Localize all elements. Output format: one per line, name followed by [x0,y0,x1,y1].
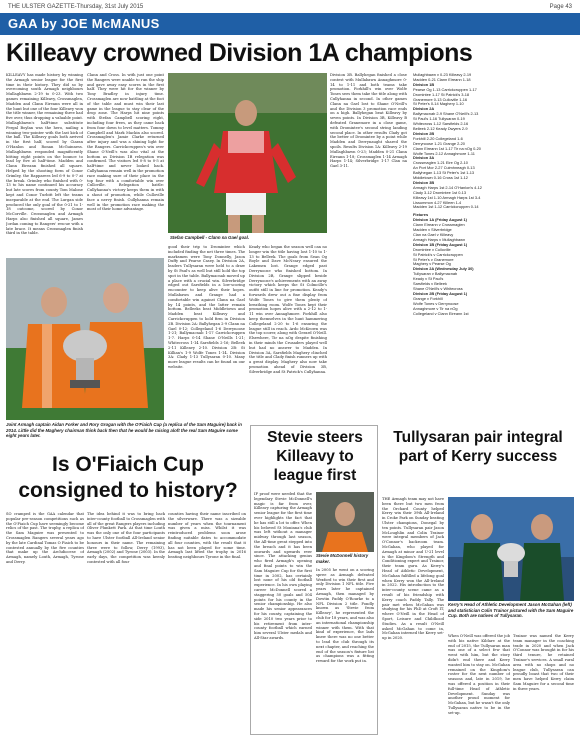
results-line: Ballyhegan 1-13 St Peter's 1st 1-13 [413,170,475,176]
results-line: Armagh Harps 1st 2-14 O'Hanlon's 4-12 [413,184,482,190]
results-line: Dromintee v Culloville [413,246,451,252]
results-line: Forkhill 2-20 Collegeland 1-6 [413,135,463,141]
results-line: Lissummon 4-27 Killeen 1-4 [413,199,462,205]
main-story-col-1: KILLEAVY has made history by winning the Armagh senior league for the first time in their history. They did so by overcoming south Armagh neighbours Mullaghbawn 2-19 to 0-23. With two games remaining Killeavy, Crossmaglen, Madden and Clann Eireann were all in the hunt but one of the four Killeavy won the title winner, the remaining three had five over, thus dropping a valuable point. Mullaghbawn's half-time substitute Fergal Boylan was the hero, nailing a winning two-pointer with the last kick of the ball. The Killeavy goals both arrived in the first half, scored by Ciaran O'Hanlon and Ronan McGuinness. Mullaghbawn responded magnificently hitting eight points on the bounce to lead by five at half-time. Madden and Clann Eireann finished all square. Helped by the shooting form of Conor Grimley, the Rapparees led 6-9 to 0-7 at the break. Grimley who finished with 0-13 to his name continued his accuracy but late scores from county Tom Malone kept and Conor Turbitt left the teams inseparable at the end. The Lurgan side produced the only goal of the 0-21 to 1-18 outcome, scored by Conor McCorville. Crossmaglen and Armagh Harps also finished all square, James Jordan coming to Rangers' rescue with a late brace. It means Crossmaglen finish third in the table. [6,73,83,236]
results-line: Belleek 2-12 Keady Dwyers 2-9 [413,125,468,131]
results-line: Madden 1st 1-12 Carrickcruppen 0-14 [413,204,479,210]
results-column [413,73,573,423]
results-line: Armagh Harps v Mullaghbawn [413,236,466,242]
results-line: Clady 3-12 Dromintee 1st 0-13 [413,189,466,195]
results-line: Crossmaglen 1-21 Eire Og 2-10 [413,160,468,166]
section-banner [0,13,580,35]
stevie-headline: Stevie steers Killeavy to league first [267,429,363,484]
tullysaran-photo [448,497,574,601]
page-number: Page 43 [549,4,572,10]
results-line: Dromintee 1-17 St Patrick's 3-18 [413,91,470,97]
stevie-photo [316,492,374,552]
results-line: Shane O'Neill's v Whitecross [413,285,463,291]
masthead [8,2,572,12]
tullysaran-col-3: Trainor was named the Kerry team manager in the coaching trade in 2020 and when Jack O'Connor was brought in for his third tenure, he retained Trainor's services. A small rural area with no shops and no league club, Tullysaran can proudly boast that two of their men have helped Kerry claim Sam Maguire for a second time in three years. [513,634,574,691]
section-title: GAA by JOE McMANUS [8,16,160,31]
results-heading: Division 1B [413,81,435,87]
main-headline: Killeavy crowned Division 1A champions [6,39,473,67]
stevie-photo-caption: Stevie McDonnell history maker. [316,553,369,564]
player-photo [168,73,327,233]
results-line: Madden 0-21 Clann Eireann 1-18 [413,76,471,82]
main-story-col-4: Keady who began the season well can no longer win the title having lost 1-10 to 1-13 to Belleek. The goals from Sean Og Boyle and Dave McNeary ensured the Lakemen lost. Grange edged past Derrynoose who finished bottom. In Division 2B, Grange slipped beside Derrynoose's achievements with an away victory which keeps the St Colmcille's outfit still in line for promotion. Keady's forwards drew out a fine display from Wolfe Tones to give them plenty of breathing room. Wolfe Tones kept their promotion hopes alive with a 2-12 to 1-11 win over Annaghmore. Forkhill also keep themselves in the hunt hammering Collegeland 2-20 to 1-6 ensuring the league still in reach. Ardo McKeown was the top scorer, along with Gerard O'Neill. Elsewhere, Tir na nOg despite finishing in their minds the Crusaders played well but had no answer to Madden. In Division 3A, Sarsfields Maghery clinched the title and Clady finish runners up with a great display. Maghery also now take promotion ahead of Division 3B, Silverbridge and St Patrick's Cullyhanna. [249,245,327,374]
stevie-photo-graphic [316,492,374,552]
team-photo-caption: Joint Armagh captain Aidan Forker and Rory Grogan with the O'Fiaich Cup (a replica of the Sam Maguire) back in 2014. Little did the Maghery chairman think back then that he would be raising aloft the real Sam Maguire some eight years later. [6,422,242,439]
results-line: Wolfe Tones 2-12 Annaghmore 1-11 [413,150,475,156]
cup-photo-graphic [448,497,574,601]
results-line: Derrynoose 1-21 Grange 2-20 [413,140,465,146]
ofiaich-col-2: The idea behind it was to bring back inter-county football to Crossmaglen with all of the great Rangers players including Oliver Plunkett Park. At that time Louth was the only one of the four participants to have Ulster football All-Ireland senior honours in their name. The remaining three were to follow, Derry (1993), Armagh (2002) and Tyrone (2003). In the early days, the competition was keenly contested with all four [87,512,165,564]
results-line: Annaghmore v Tir na nOg [413,305,458,311]
player-photo-graphic [168,73,327,233]
main-story-col-2: Clann and Cross. In with just one point the Rangers were unable to run the ship and gave away easy scores in the first half. They were hit for the winner by Tony Bradley in injury time. Crossmaglen are now battling at the foot of the table and must win their last game in the league to stay clear of the drop zone. The Harps hit nine points with Stefan Campbell scoring eight, including four frees, as they came back from four down to level matters. Tommy Campbell and Mark Mackin also scored. Crossmaglen's Jamie Clarke returned after injury and was a shining light for the Rangers. Carrickcruppen's win over Shane O'Neill's was also vital at the bottom as Division 1B relegation was confirmed. The visitors led 0-8 to 0-5 at half-time and never looked back. Callyhanna remain well in the promotion race making sure of their place in the top four with a comfortable win over Culloville. Relegation battle: Cullyhanna's victory keeps them in with a shout of promotion, while Culloville face a nervy finish. Cullyhanna remain well in the promotion race making the most of their home advantage. [87,73,164,212]
results-line: Collegeland v Clann Eireann 1st [413,310,469,316]
fixtures-heading: Fixtures [413,212,429,218]
results-heading: Division 2A [413,106,435,112]
ofiaich-col-1: SO cramped is the GAA calendar that popular pre-season competitions such as the O'Fiaich Cup have seemingly become relics of the past. The trophy, a replica of the Sam Maguire was presented to Crossmaglen Rangers several years ago by the late Cardinal Tomas O Fiaich to be contested annually by the five counties that make up the Archdiocese of Armagh, namely Louth, Armagh, Tyrone and Derry. [6,512,84,564]
stevie-col-1: IF proof were needed that the legendary Stevie McDonnell's magic is far from over, Killeavy capturing the Armagh senior league for the first time ever highlights the fact that he has still a lot to offer. When his beloved St Moninna's club was left without a manager midway through last season, the All-time great stepped into the breach and it has been onwards and upwards ever since. The attacking genius who fired Armagh's opening and final points to win the Sam Maguire Cup for the first time in 2002, has certainly lost none of his old football experience. In his own playing career McDonnell scored a staggering 50 goals and 504 points for his county in the senior championship. He also made his senior appearances for his county, captaining the side 2010 two years prior to his retirement from inter-county football which earned him several Ulster medals and All-Star awards. [254,492,312,640]
results-line: Mullaghbawn v 0-23 Killeavy 2-19 [413,73,472,77]
results-line: An Port Mor 2-27 Cuimhneagh 0-13 [413,165,475,171]
results-heading: Division 1B (Friday August 1) [413,241,468,247]
results-line: Grange v Forkhill [413,295,443,301]
results-line: Middletown 0-16 Cross 1st 1-12 [413,175,468,181]
results-line: Madden v Silverbridge [413,227,452,233]
results-heading: Division 2A (Wednesday July 30) [413,266,474,272]
player-photo-caption: Stefan Campbell - Clann na Gael goal. [170,235,250,240]
main-story-col-4b: Division 3B. Ballyhegan finished a close contest with Mullabawn Annaghmore 0-14 to 1-11 and both teams take promotion. Forkhill's win over Wolfe Tones sees them take the title along with Cullyhanna in second. In other games Clann na Gael lost to Shane O'Neill's and the Division 3 promotion race ends on a high. Ballyhegan beat Killeavy by seven points. In Division 3B, Killeavy B defeated Granemore in a close game, with Dromintee's second string landing second place. In other results Clady got the better of Dromintee by a point while Madden and Derrynaught shared the spoils. Results Division 1A: Killeavy 2-19 Mullaghbawn 0-23; Madden 0-21 Clann Eireann 1-18; Crossmaglen 1-14 Armagh Harps 1-14; Silverbridge 1-17 Clan na Gael 3-11. [330,73,407,169]
masthead-date: THE ULSTER GAZETTE-Thursday, 31st July 2015 [8,4,144,10]
ofiaich-col-3: counties having their name inscribed on the silverware. There was a sizeable number of years when the tournament was given a miss. Whilst it was reintroduced problems soon arose finding suitable dates to accommodate all four counties, with the result that it has not been played for some time. Armagh last lifted the trophy in 2016 beating neighbours Tyrone in the final. [168,512,246,560]
tullysaran-col-2: When O'Neill was offered the job with his native Kildare at the end of 2015, the Tullysaran man was one of a select few that went with him, but the story didn't end there and Kerry wanted him to stay on. McGahan remained on the Kingdom's roster for the next number of seasons and, late in 2019, he was offered a position in their full-time Head of Athletic Development. Sunday was another proud moment for McGahan, but he wasn't the only Tullysaran native to be in the set-up. [448,634,510,715]
results-heading: Division 3B [413,179,435,185]
results-heading: Division 1A (Friday August 1) [413,217,467,223]
results-line: Granemore 0-13 Culloville 1-16 [413,96,468,102]
tullysaran-photo-caption: Kerry's Head of Athletic Development Jason McGahan (left) and statistician Colin Trainor pictured with the Sam Maguire Cup. Both are natives of Tullysaran. [448,602,574,619]
results-line: Clan na Gael v Killeavy [413,232,454,237]
results-line: Keady v St Paul's [413,276,444,282]
results-line: Whitecross 1-12 Sarsfields 2-16 [413,121,469,127]
results-line: Wolfe Tones v Derrynoose [413,300,459,306]
results-line: St Peter's v Granemore [413,256,454,262]
results-line: Clann Eireann v Crossmaglen [413,222,465,228]
tullysaran-col-1: THE Armagh team may not have been there but two men from the Orchard County helped Kerry win their 39th All-Ireland in Croke Park on Sunday beating Ulster champions, Donegal by ten points. Tullysaran pair Jason McLoughlin and Colin Trainor were integral members of Jack O'Connor's backroom team. McGahan, who played for Armagh at minor and U-21 level is the Kingdom's Strength and Conditioning expert and Trainor, their team guru. As Kerry's Head of Athletic Development, McGahan fulfilled a lifelong goal when Kerry won the All-Ireland in 2022. His introduction to the inter-county scene came as a result of his friendship with Kerry coach Paddy Tally. The pair met when McGahan was studying for his PhD at Croft IT, where O'Neill in the Head of Sport, Leisure and Childhood Studies. As a result O'Neill asked McGahan to come in, McGahan interned the Kerry set-up in 2020. [382,497,444,641]
team-photo-graphic [6,258,164,420]
main-story-col-3: good their trip to Dromintee which included finding the net three times. The marksmen were Tony Donnelly, Jason Duffy and Pearse Casey. In Division 2A, leaders Tullysaran were held to a draw by St Paul's as well but still hold the top spot in the table. Ballymacnab moved up a place with a crucial win. Silverbridge edged out Sarsfields in a low-scoring encounter to keep alive their hopes. Mullabawn and Grange had a comfortable win against Clann na Gael by 14 points, and the latter remain bottom. Belleeks beat Middletown and Madden beat Killeavy and Carrickcruppen to hold firm in Division 2B. Division 2A: Ballyhegan 2-9 Clann na Gael 0-12; Collegeland 1-6 Derrynoose 1-21; Ballymacnab 1-17 Carrickcruppen 1-7. Harps 0-14 Shane O'Neills 1-21; Whitecross 1-14 Sarsfields 2-16; Belleek 2-11 Killeavy 2-10. Division 2B: St Killian's 1-9 Wolfe Tones 1-14. Division 3A: Clady 1-13 Tullysaran 0-10. Many more league results can be found on our website. [168,245,245,369]
results-heading: Division 2B [413,130,435,136]
results-line: Pearse Og 1-13 Carrickcruppen 1-17 [413,86,477,92]
results-line: Sarsfields v Belleek [413,281,447,287]
results-line: Clann Eireann 1st 1-17 Tir na nOg 0-20 [413,145,481,151]
results-line: St Peter's 0-14 Maghery 1-10 [413,101,464,107]
results-heading: Division 3A [413,155,435,161]
team-photo [6,258,164,420]
tullysaran-headline: Tullysaran pair integral part of Kerry success [393,429,563,465]
results-line: Maghery v Pearse Og [413,261,451,267]
stevie-col-2: In 2005 he went on a scoring spree as Armagh defeated Wexford to win their first and only Division 1 NFL title. Five years later he captained Armagh, then managed by Dowtin Paddy O'Rourke to a NFL Division 2 title. Fondly known as 'Stevie from Killeavy', he represented the club for 18 years, and was also an international championship winner with them. With that kind of experience, the lads knew there was no one better to lead the club through its next chapter, and reaching the end of the season's fixture list as champions was a fitting reward for the work put in. [316,568,374,664]
results-line: Tullysaran v Ballymacnab [413,271,458,277]
results-line: Ballymacnab 2-9 Shane O'Neill's 2-13 [413,111,479,117]
results-line: St Paul's 1-16 Tullysaran 0-19 [413,116,465,122]
results-line: Killeavy 1st 1-10 Armagh Harps 1st 3-4 [413,194,481,200]
ofiaich-headline: Is O'Fiaich Cup consigned to history? [18,453,238,502]
results-line: St Patrick's v Carrickcruppen [413,251,463,257]
results-heading: Division 2B (Friday August 1) [413,290,468,296]
